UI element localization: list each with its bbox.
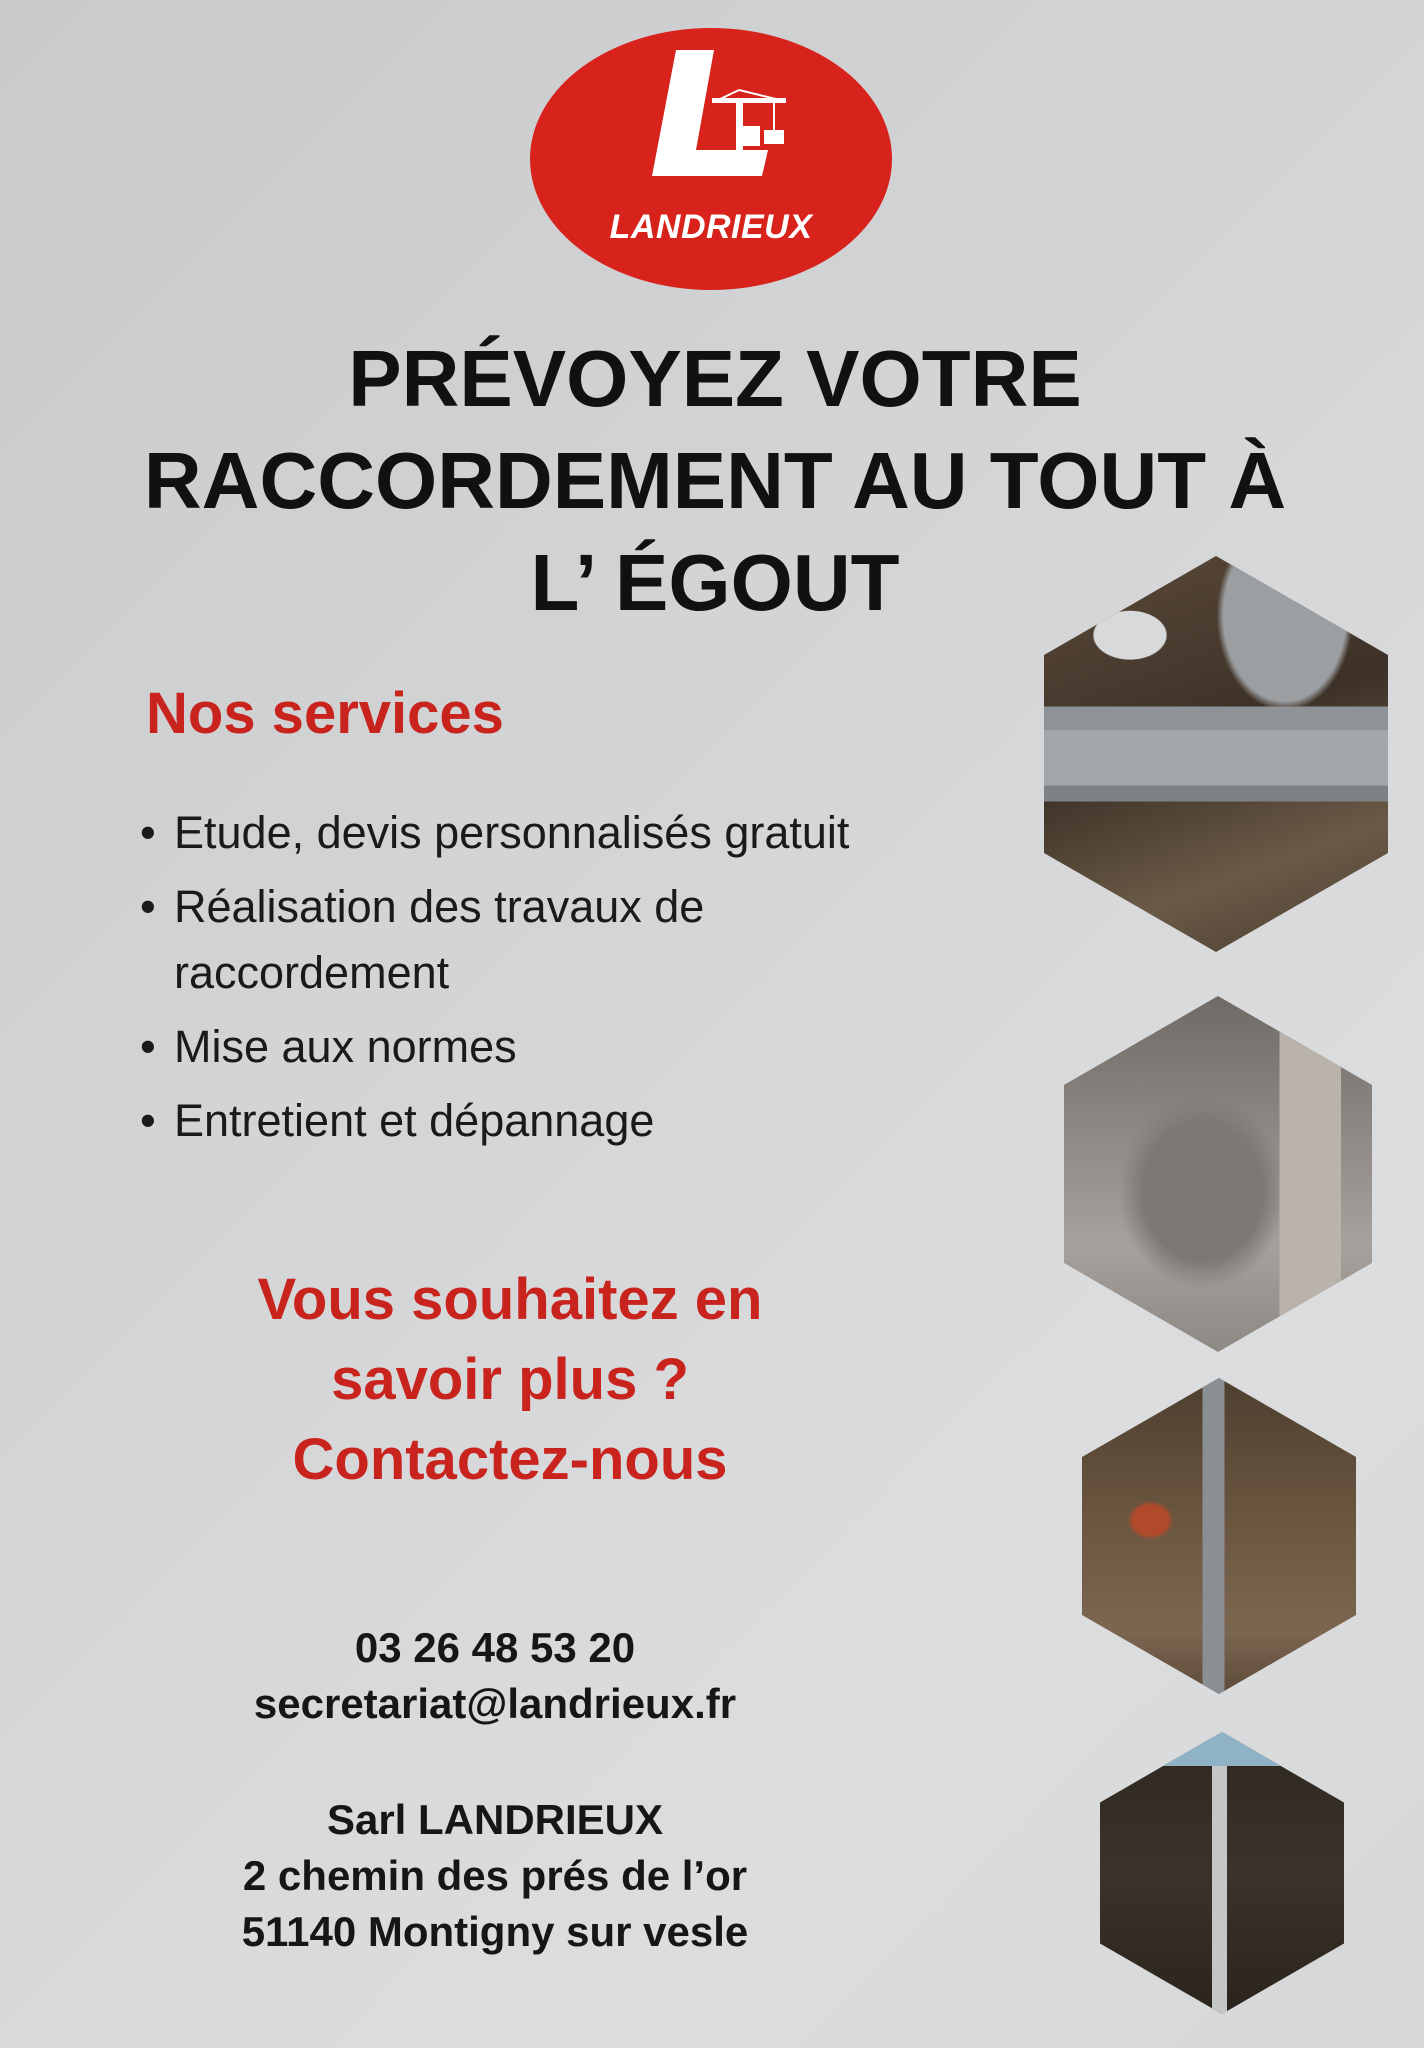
- headline-line: RACCORDEMENT AU TOUT À: [143, 436, 1287, 525]
- logo-text: LANDRIEUX: [609, 208, 813, 246]
- service-text: raccordement: [174, 947, 450, 998]
- call-to-action: [140, 1260, 880, 1500]
- service-text: Mise aux normes: [174, 1021, 517, 1072]
- service-text: Réalisation des travaux de: [174, 881, 705, 932]
- bullet-icon: •: [140, 807, 156, 858]
- contact-block: [140, 1620, 850, 1732]
- services-list: [140, 800, 1040, 1162]
- list-item: [140, 800, 1040, 866]
- address-line: 2 chemin des prés de l’or: [242, 1852, 748, 1899]
- landrieux-logo: [530, 28, 892, 290]
- list-item: [140, 1014, 1040, 1080]
- cta-line: Vous souhaitez en: [257, 1267, 763, 1332]
- headline-line: PRÉVOYEZ VOTRE: [348, 334, 1082, 423]
- service-text: Etude, devis personnalisés gratuit: [174, 807, 850, 858]
- bullet-icon: •: [140, 881, 156, 932]
- address-line: 51140 Montigny sur vesle: [241, 1908, 749, 1955]
- list-item: [140, 874, 1040, 1006]
- crane-logo-icon: [640, 42, 790, 202]
- phone-number: 03 26 48 53 20: [354, 1624, 636, 1671]
- headline-line: L’ ÉGOUT: [530, 538, 900, 627]
- cta-line: Contactez-nous: [292, 1427, 728, 1492]
- bullet-icon: •: [140, 1021, 156, 1072]
- photo-pipe-in-trench: [1082, 1378, 1356, 1694]
- company-name: Sarl LANDRIEUX: [326, 1796, 664, 1843]
- list-item: [140, 1088, 1040, 1154]
- cta-line: savoir plus ?: [331, 1347, 689, 1412]
- photo-trench-excavation: [1064, 996, 1372, 1352]
- services-title: Nos services: [146, 681, 504, 746]
- email-address: secretariat@landrieux.fr: [253, 1680, 737, 1727]
- photo-dug-trench: [1100, 1732, 1344, 2014]
- service-text: Entretient et dépannage: [174, 1095, 655, 1146]
- address-block: [140, 1792, 850, 1960]
- bullet-icon: •: [140, 1095, 156, 1146]
